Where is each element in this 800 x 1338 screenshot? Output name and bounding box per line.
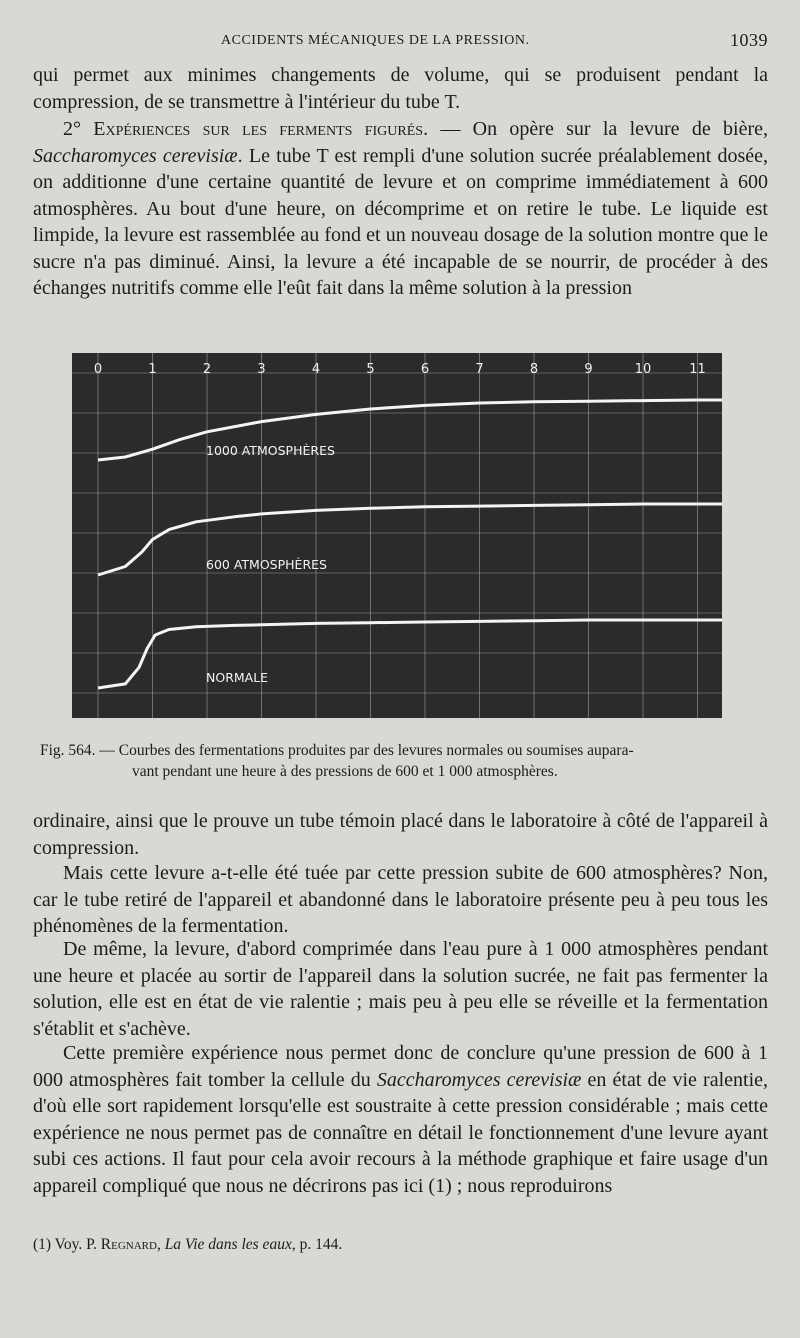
paragraph-1-text: qui permet aux minimes changements de volume, qui se produisent pendant la compression, de se transmettre à l'intérieur du tube T. bbox=[33, 64, 768, 113]
series-label: 600 ATMOSPHÈRES bbox=[206, 557, 327, 572]
paragraph-2-lead: 2° bbox=[63, 118, 94, 140]
x-tick-label: 6 bbox=[420, 362, 430, 377]
x-tick-label: 8 bbox=[529, 362, 539, 377]
footnote bbox=[33, 1236, 768, 1254]
paragraph-4 bbox=[33, 860, 768, 940]
caption-line-1: Fig. 564. — Courbes des fermentations produites par des levures normales ou soumises aupara- bbox=[40, 742, 634, 759]
paragraph-4-text: Mais cette levure a-t-elle été tuée par cette pression subite de 600 atmosphères? Non, car le tube retiré de l'appareil et abandonné dans le laboratoire présente peu à peu tous les phénomènes de la fermentation. bbox=[33, 862, 768, 937]
x-tick-label: 7 bbox=[475, 362, 484, 377]
paragraph-5 bbox=[33, 936, 768, 1042]
paragraph-3-text: ordinaire, ainsi que le prouve un tube témoin placé dans le laboratoire à côté de l'appareil à compression. bbox=[33, 810, 768, 859]
running-title: ACCIDENTS MÉCANIQUES DE LA PRESSION. bbox=[221, 33, 530, 48]
paragraph-1 bbox=[33, 62, 768, 115]
x-tick-label: 11 bbox=[689, 362, 706, 377]
x-tick-label: 2 bbox=[202, 362, 212, 377]
series-label: 1000 ATMOSPHÈRES bbox=[206, 443, 335, 458]
paragraph-3 bbox=[33, 808, 768, 861]
x-tick-label: 4 bbox=[311, 362, 321, 377]
figure-caption bbox=[40, 740, 765, 782]
footnote-author: Regnard bbox=[100, 1236, 157, 1253]
x-tick-label: 0 bbox=[93, 362, 103, 377]
paragraph-6-text-a: Cette première expérience nous permet donc de conclure qu'une pression de 600 à 1 000 atmosphères fait tomber la cellule du bbox=[33, 1042, 768, 1091]
footnote-suffix: , p. 144. bbox=[291, 1236, 343, 1253]
series-label: NORMALE bbox=[206, 670, 269, 685]
x-tick-label: 10 bbox=[634, 362, 652, 377]
paragraph-6-text-b: en état de vie ralentie, d'où elle sort rapidement lorsqu'elle est soustraite à cette pression considérable ; mais cette expérience ne nous permet pas de connaître en détail le fonctionnement d'une levure ayant subi ces actions. Il faut pour cela avoir recours à la méthode graphique et faire usage d'un appareil compliqué que nous ne décrirons pas ici (1) ; nous reproduirons bbox=[33, 1068, 769, 1197]
page-number: 1039 bbox=[730, 30, 768, 50]
paragraph-5-text: De même, la levure, d'abord comprimée dans l'eau pure à 1 000 atmosphères pendant une heure et placée au sortir de l'appareil dans la solution sucrée, ne fait pas fermenter la solution, elle est en état de vie ralentie ; mais peu à peu elle se réveille et la fermentation s'établit et s'achève. bbox=[33, 938, 768, 1040]
footnote-work: La Vie dans les eaux bbox=[164, 1236, 292, 1253]
x-tick-label: 3 bbox=[257, 362, 266, 377]
footnote-prefix: (1) Voy. P. bbox=[33, 1236, 101, 1253]
species-name: Saccharomyces cerevisiæ bbox=[33, 144, 238, 167]
x-tick-label: 1 bbox=[148, 362, 157, 377]
caption-line-2: vant pendant une heure à des pressions de 600 et 1 000 atmosphères. bbox=[132, 763, 558, 780]
paragraph-6 bbox=[33, 1040, 768, 1199]
paragraph-2-text-b: . Le tube T est rempli d'une solution sucrée préalablement dosée, on additionne d'une certaine quantité de levure et on comprime immédiatement à 600 atmosphères. Au bout d'une heure, on décomprime et on retire le tube. Le liquide est limpide, la levure est rassemblée au fond et un nouveau dosage de la solution montre que le sucre n'a pas diminué. Ainsi, la levure a été incapable de se nourrir, de procéder à des échanges nutritifs comme elle l'eût fait dans la même solution à la pression bbox=[33, 144, 769, 299]
fermentation-chart bbox=[72, 353, 722, 718]
species-name-2: Saccharomyces cerevisiæ bbox=[376, 1068, 582, 1091]
paragraph-2-text-a: — On opère sur la levure de bière, bbox=[428, 118, 768, 140]
section-heading: Expériences sur les ferments figurés. bbox=[93, 118, 429, 140]
fermentation-figure bbox=[72, 353, 722, 718]
x-tick-label: 5 bbox=[366, 362, 375, 377]
paragraph-2 bbox=[33, 116, 768, 302]
footnote-sep: , bbox=[156, 1236, 165, 1253]
x-tick-label: 9 bbox=[584, 362, 593, 377]
